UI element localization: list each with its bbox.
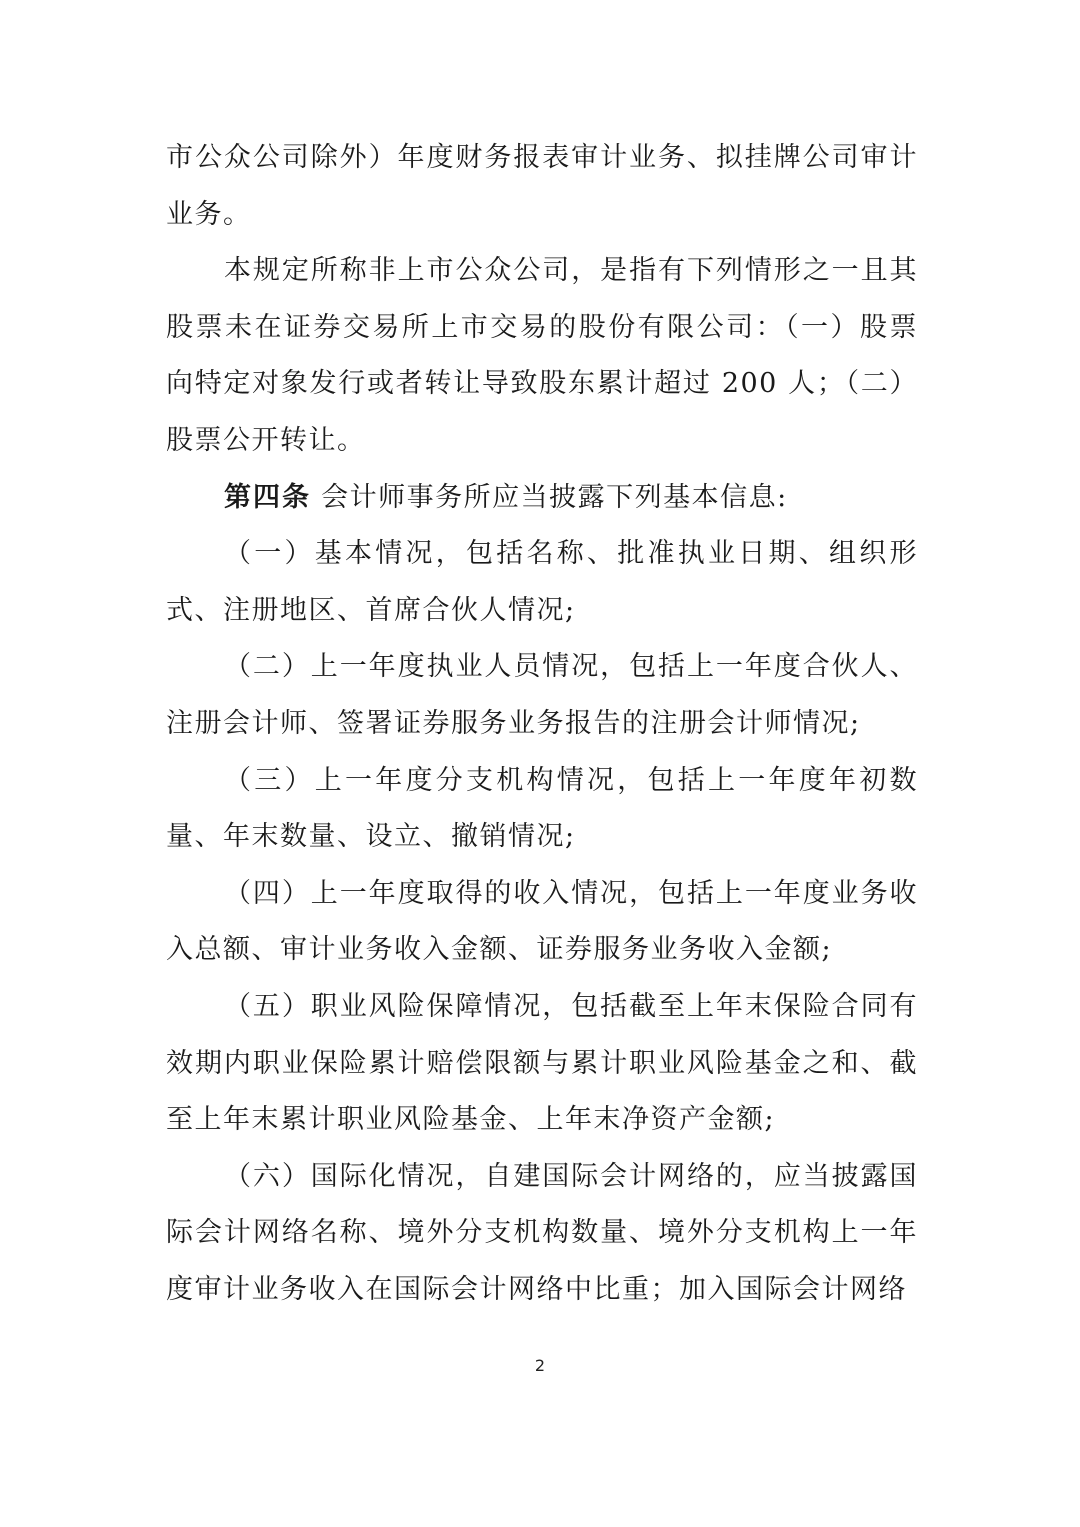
- article-heading: 第四条: [224, 481, 311, 513]
- page-number: 2: [534, 1356, 546, 1375]
- list-item-2: （二）上一年度执业人员情况，包括上一年度合伙人、注册会计师、签署证券服务业务报告的注册会计师情况;: [166, 651, 918, 739]
- article-4-text: 会计师事务所应当披露下列基本信息:: [311, 481, 788, 513]
- list-item-4: （四）上一年度取得的收入情况，包括上一年度业务收入总额、审计业务收入金额、证券服务业务收入金额;: [166, 877, 918, 966]
- paragraph-definition: 本规定所称非上市公众公司，是指有下列情形之一且其股票未在证券交易所上市交易的股份有限公司：（一）股票向特定对象发行或者转让导致股东累计超过 200 人；（二）股票公开转让。: [166, 255, 918, 456]
- list-item-6: （六）国际化情况，自建国际会计网络的，应当披露国际会计网络名称、境外分支机构数量、境外分支机构上一年度审计业务收入在国际会计网络中比重；加入国际会计网络: [166, 1160, 918, 1305]
- list-item-3: （三）上一年度分支机构情况，包括上一年度年初数量、年末数量、设立、撤销情况;: [166, 764, 918, 853]
- paragraph-article-4: [166, 470, 918, 527]
- list-item-1: （一）基本情况，包括名称、批准执业日期、组织形式、注册地区、首席合伙人情况;: [166, 538, 918, 626]
- list-item-5: （五）职业风险保障情况，包括截至上年末保险合同有效期内职业保险累计赔偿限额与累计职业风险基金之和、截至上年末累计职业风险基金、上年末净资产金额;: [166, 990, 918, 1136]
- document-body: [166, 130, 918, 1318]
- paragraph-continuation: 市公众公司除外）年度财务报表审计业务、拟挂牌公司审计业务。: [166, 142, 918, 230]
